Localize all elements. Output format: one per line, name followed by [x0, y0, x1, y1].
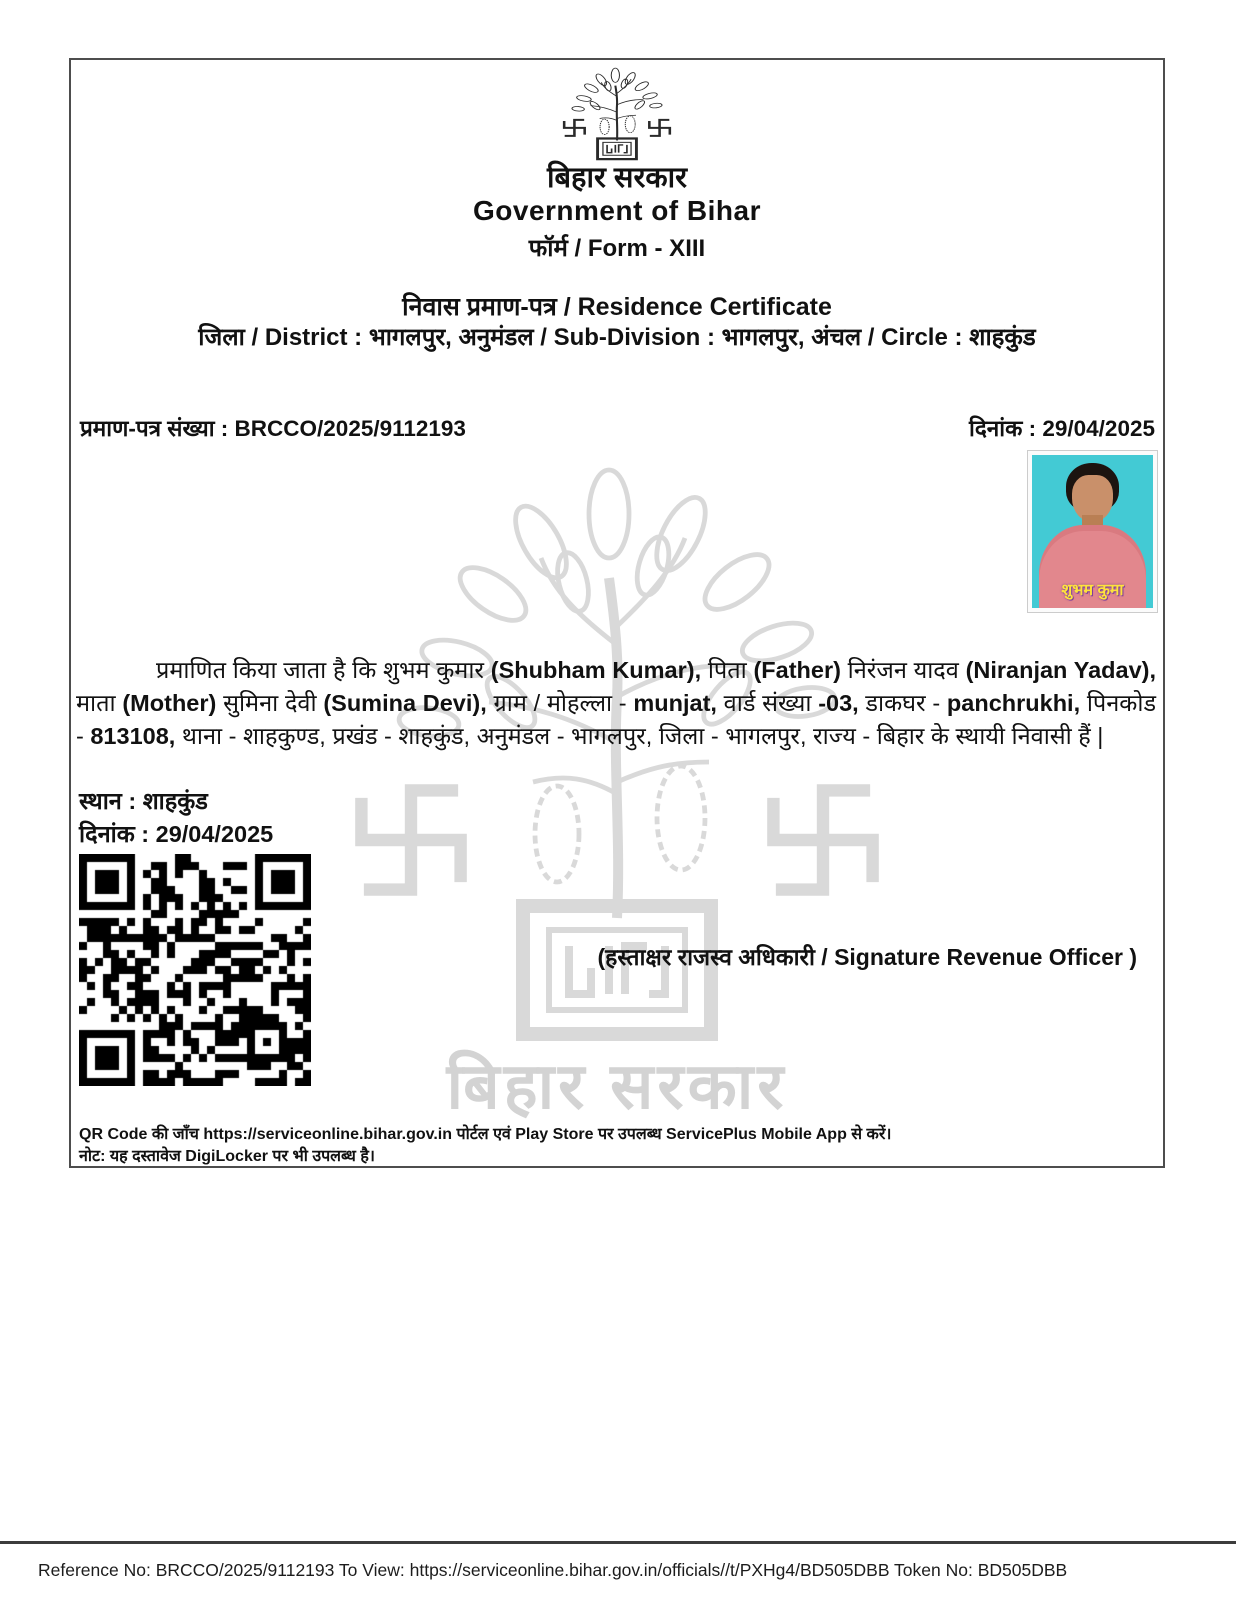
bihar-emblem-icon — [555, 63, 679, 163]
jurisdiction-line: जिला / District : भागलपुर, अनुमंडल / Sub-Division : भागलपुर, अंचल / Circle : शाहकुंड — [198, 324, 1036, 351]
certificate-title: निवास प्रमाण-पत्र / Residence Certificate — [402, 293, 832, 321]
photo-overlay-caption: शुभम कुमा — [1061, 582, 1124, 600]
watermark-caption: बिहार सरकार — [446, 1050, 788, 1122]
qr-code — [79, 854, 311, 1086]
meta-row — [80, 412, 1155, 443]
certificate-content — [71, 60, 1163, 1166]
digilocker-note: नोट: यह दस्तावेज DigiLocker पर भी उपलब्ध है। — [79, 1147, 375, 1165]
issuance-place: स्थान : शाहकुंड — [79, 788, 208, 814]
state-name-hindi: बिहार सरकार — [546, 162, 687, 194]
certificate-number: प्रमाण-पत्र संख्या : BRCCO/2025/9112193 — [80, 416, 466, 441]
footer-divider — [0, 1541, 1236, 1544]
photo-background — [1032, 455, 1153, 608]
applicant-photo — [1027, 450, 1158, 613]
signature-line: (हस्ताक्षर राजस्व अधिकारी / Signature Revenue Officer ) — [597, 944, 1137, 970]
qr-check-note: QR Code की जाँच https://serviceonline.bihar.gov.in पोर्टल एवं Play Store पर उपलब्ध ServicePlus Mobile App से करें। — [79, 1126, 892, 1143]
issue-date: दिनांक : 29/04/2025 — [969, 416, 1155, 441]
footer-reference-line: Reference No: BRCCO/2025/9112193 To View: https://serviceonline.bihar.gov.in/officials//t/PXHg4/BD505DBB Token No: BD505DBB — [38, 1560, 1068, 1580]
government-name: Government of Bihar — [473, 195, 761, 226]
issuance-date: दिनांक : 29/04/2025 — [79, 821, 274, 847]
certificate-card — [69, 58, 1165, 1168]
certificate-body-paragraph: प्रमाणित किया जाता है कि शुभम कुमार (Shubham Kumar), पिता (Father) निरंजन यादव (Niranjan Yadav), माता (Mother) सुमिना देवी (Sumina Devi), ग्राम / मोहल्ला - munjat, वार्ड संख्या -03, डाकघर - panchrukhi, पिनकोड - 813108, थाना - शाहकुण्ड, प्रखंड - शाहकुंड, अनुमंडल - भागलपुर, जिला - भागलपुर, राज्य - बिहार के स्थायी निवासी हैं | — [76, 657, 1157, 749]
emblem-logo-box — [71, 63, 1163, 168]
notes-block — [79, 1124, 891, 1167]
form-number-line: फॉर्म / Form - XIII — [528, 235, 706, 262]
